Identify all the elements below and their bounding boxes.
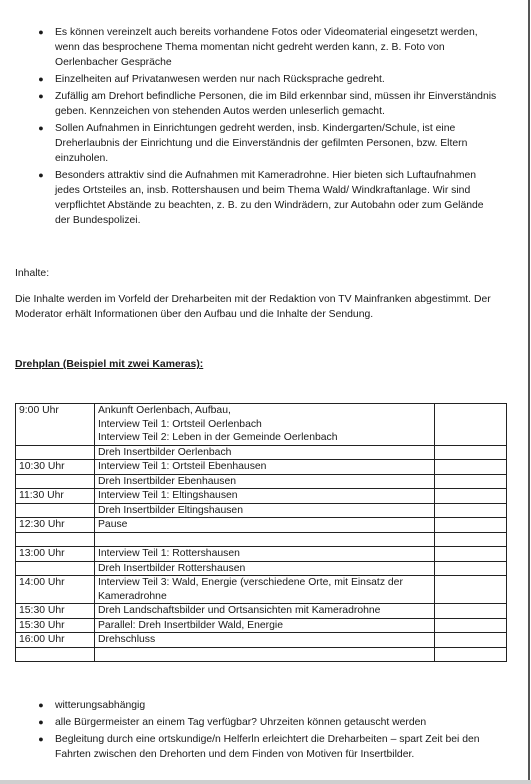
bullet-item: [36, 715, 498, 730]
bullet-text: Es können vereinzelt auch bereits vorhandene Fotos oder Videomaterial eingesetzt werden, wenn das besprochene Thema momentan nicht gedreht werden kann, z. B. Foto von Oerlenbacher Gespräche: [55, 27, 478, 68]
inhalte-text: Die Inhalte werden im Vorfeld der Dreharbeiten mit der Redaktion von TV Mainfranken abgestimmt. Der Moderator erhält Informationen über den Aufbau und die Inhalte der Sendung.: [15, 294, 491, 320]
note-cell: [435, 445, 507, 460]
activity-line: Drehschluss: [98, 634, 156, 645]
time-cell: [16, 647, 95, 662]
bullet-text: Begleitung durch eine ortskundige/n Helferln erleichtert die Dreharbeiten – spart Zeit bei den Fahrten zwischen den Drehorten und dem Finden von Motiven für Insertbilder.: [55, 734, 480, 760]
table-row: [16, 489, 507, 504]
page-edge-bottom: [0, 780, 531, 784]
bullet-icon: ●: [38, 717, 44, 727]
time-cell: [16, 561, 95, 576]
bullet-icon: ●: [38, 170, 44, 180]
bullet-icon: ●: [38, 74, 44, 84]
activity-line: Interview Teil 3: Wald, Energie (verschiedene Orte, mit Einsatz der: [98, 577, 403, 588]
activity-cell: [95, 633, 435, 648]
table-row: [16, 460, 507, 475]
time-cell: [16, 532, 95, 547]
activity-cell: [95, 518, 435, 533]
drehplan-table: [15, 403, 507, 662]
note-cell: [435, 547, 507, 562]
activity-line: Parallel: Dreh Insertbilder Wald, Energie: [98, 619, 283, 631]
bullet-item: [36, 89, 498, 119]
bullet-icon: ●: [38, 734, 44, 744]
table-row: [16, 618, 507, 633]
activity-line: Dreh Insertbilder Oerlenbach: [98, 446, 232, 458]
time-cell: 11:30 Uhr: [16, 489, 95, 504]
bullet-text: Sollen Aufnahmen in Einrichtungen gedreht werden, insb. Kindergarten/Schule, ist eine Dreherlaubnis der Einrichtung und die Einverständnis der gefilmten Personen, bzw. Eltern einzuholen.: [55, 123, 468, 164]
activity-cell: [95, 503, 435, 518]
time-cell: [16, 474, 95, 489]
note-cell: [435, 561, 507, 576]
bullet-text: alle Bürgermeister an einem Tag verfügbar? Uhrzeiten können getauscht werden: [55, 717, 427, 728]
table-row: [16, 474, 507, 489]
note-cell: [435, 404, 507, 446]
activity-cell: [95, 547, 435, 562]
bullet-icon: ●: [38, 27, 44, 37]
activity-line: Interview Teil 2: Leben in der Gemeinde Oerlenbach: [98, 432, 338, 443]
time-cell: 12:30 Uhr: [16, 518, 95, 533]
bullet-item: [36, 168, 498, 228]
bullet-item: [36, 121, 498, 166]
activity-cell: [95, 404, 435, 446]
activity-cell: [95, 618, 435, 633]
activity-line: Dreh Insertbilder Eltingshausen: [98, 504, 243, 516]
page-edge-right: [528, 0, 530, 784]
activity-line: Ankunft Oerlenbach, Aufbau,: [98, 405, 231, 416]
bullet-text: Zufällig am Drehort befindliche Personen, die im Bild erkennbar sind, müssen ihr Einverständnis geben. Kennzeichen von stehenden Autos werden unleserlich gemacht.: [55, 91, 497, 117]
bullet-item: [36, 72, 498, 87]
note-cell: [435, 532, 507, 547]
bullet-item: [36, 25, 498, 70]
table-row: [16, 532, 507, 547]
bullet-text: Einzelheiten auf Privatanwesen werden nur nach Rücksprache gedreht.: [55, 74, 385, 85]
table-row: [16, 576, 507, 604]
activity-cell: [95, 474, 435, 489]
activity-line: Interview Teil 1: Rottershausen: [98, 548, 240, 559]
top-bullet-list: [36, 25, 498, 230]
time-cell: 9:00 Uhr: [16, 404, 95, 446]
bullet-item: [36, 732, 498, 762]
activity-line: Dreh Insertbilder Ebenhausen: [98, 475, 237, 487]
bullet-icon: ●: [38, 700, 44, 710]
bottom-bullet-list: [36, 698, 498, 764]
activity-cell: [95, 460, 435, 475]
table-row: [16, 503, 507, 518]
table-row: [16, 604, 507, 619]
activity-line: Kameradrohne: [98, 590, 167, 602]
time-cell: [16, 445, 95, 460]
table-row: [16, 561, 507, 576]
activity-cell: [95, 489, 435, 504]
table-row: [16, 547, 507, 562]
activity-cell: [95, 647, 435, 662]
note-cell: [435, 576, 507, 604]
time-cell: 10:30 Uhr: [16, 460, 95, 475]
activity-line: Interview Teil 1: Eltingshausen: [98, 490, 238, 501]
note-cell: [435, 489, 507, 504]
table-row: [16, 633, 507, 648]
note-cell: [435, 503, 507, 518]
activity-line: Interview Teil 1: Ortsteil Ebenhausen: [98, 461, 267, 472]
activity-line: Dreh Insertbilder Rottershausen: [98, 562, 246, 574]
table-row: [16, 518, 507, 533]
note-cell: [435, 474, 507, 489]
activity-cell: [95, 445, 435, 460]
note-cell: [435, 618, 507, 633]
activity-line: Pause: [98, 519, 128, 530]
note-cell: [435, 647, 507, 662]
table-row: [16, 404, 507, 446]
activity-cell: [95, 561, 435, 576]
bullet-item: [36, 698, 498, 713]
time-cell: 13:00 Uhr: [16, 547, 95, 562]
table-row: [16, 647, 507, 662]
activity-cell: [95, 532, 435, 547]
time-cell: 15:30 Uhr: [16, 618, 95, 633]
note-cell: [435, 633, 507, 648]
note-cell: [435, 460, 507, 475]
activity-line: Dreh Landschaftsbilder und Ortsansichten mit Kameradrohne: [98, 605, 381, 616]
time-cell: [16, 503, 95, 518]
bullet-text: witterungsabhängig: [55, 700, 146, 711]
table-row: [16, 445, 507, 460]
activity-cell: [95, 604, 435, 619]
inhalte-label: Inhalte:: [15, 268, 50, 279]
bullet-text: Besonders attraktiv sind die Aufnahmen mit Kameradrohne. Hier bieten sich Luftaufnahmen jedes Ortsteiles an, insb. Rottershausen und beim Thema Wald/ Windkraftanlage. Wir sind verpflichtet Abstände zu beachten, z. B. zu den Windrädern, zur Autobahn oder zum Gelände der Bundespolizei.: [55, 170, 484, 226]
bullet-icon: ●: [38, 123, 44, 133]
bullet-icon: ●: [38, 91, 44, 101]
time-cell: 14:00 Uhr: [16, 576, 95, 604]
activity-cell: [95, 576, 435, 604]
drehplan-heading: Drehplan (Beispiel mit zwei Kameras):: [15, 359, 204, 370]
time-cell: 16:00 Uhr: [16, 633, 95, 648]
note-cell: [435, 518, 507, 533]
note-cell: [435, 604, 507, 619]
activity-line: Interview Teil 1: Ortsteil Oerlenbach: [98, 418, 262, 430]
time-cell: 15:30 Uhr: [16, 604, 95, 619]
